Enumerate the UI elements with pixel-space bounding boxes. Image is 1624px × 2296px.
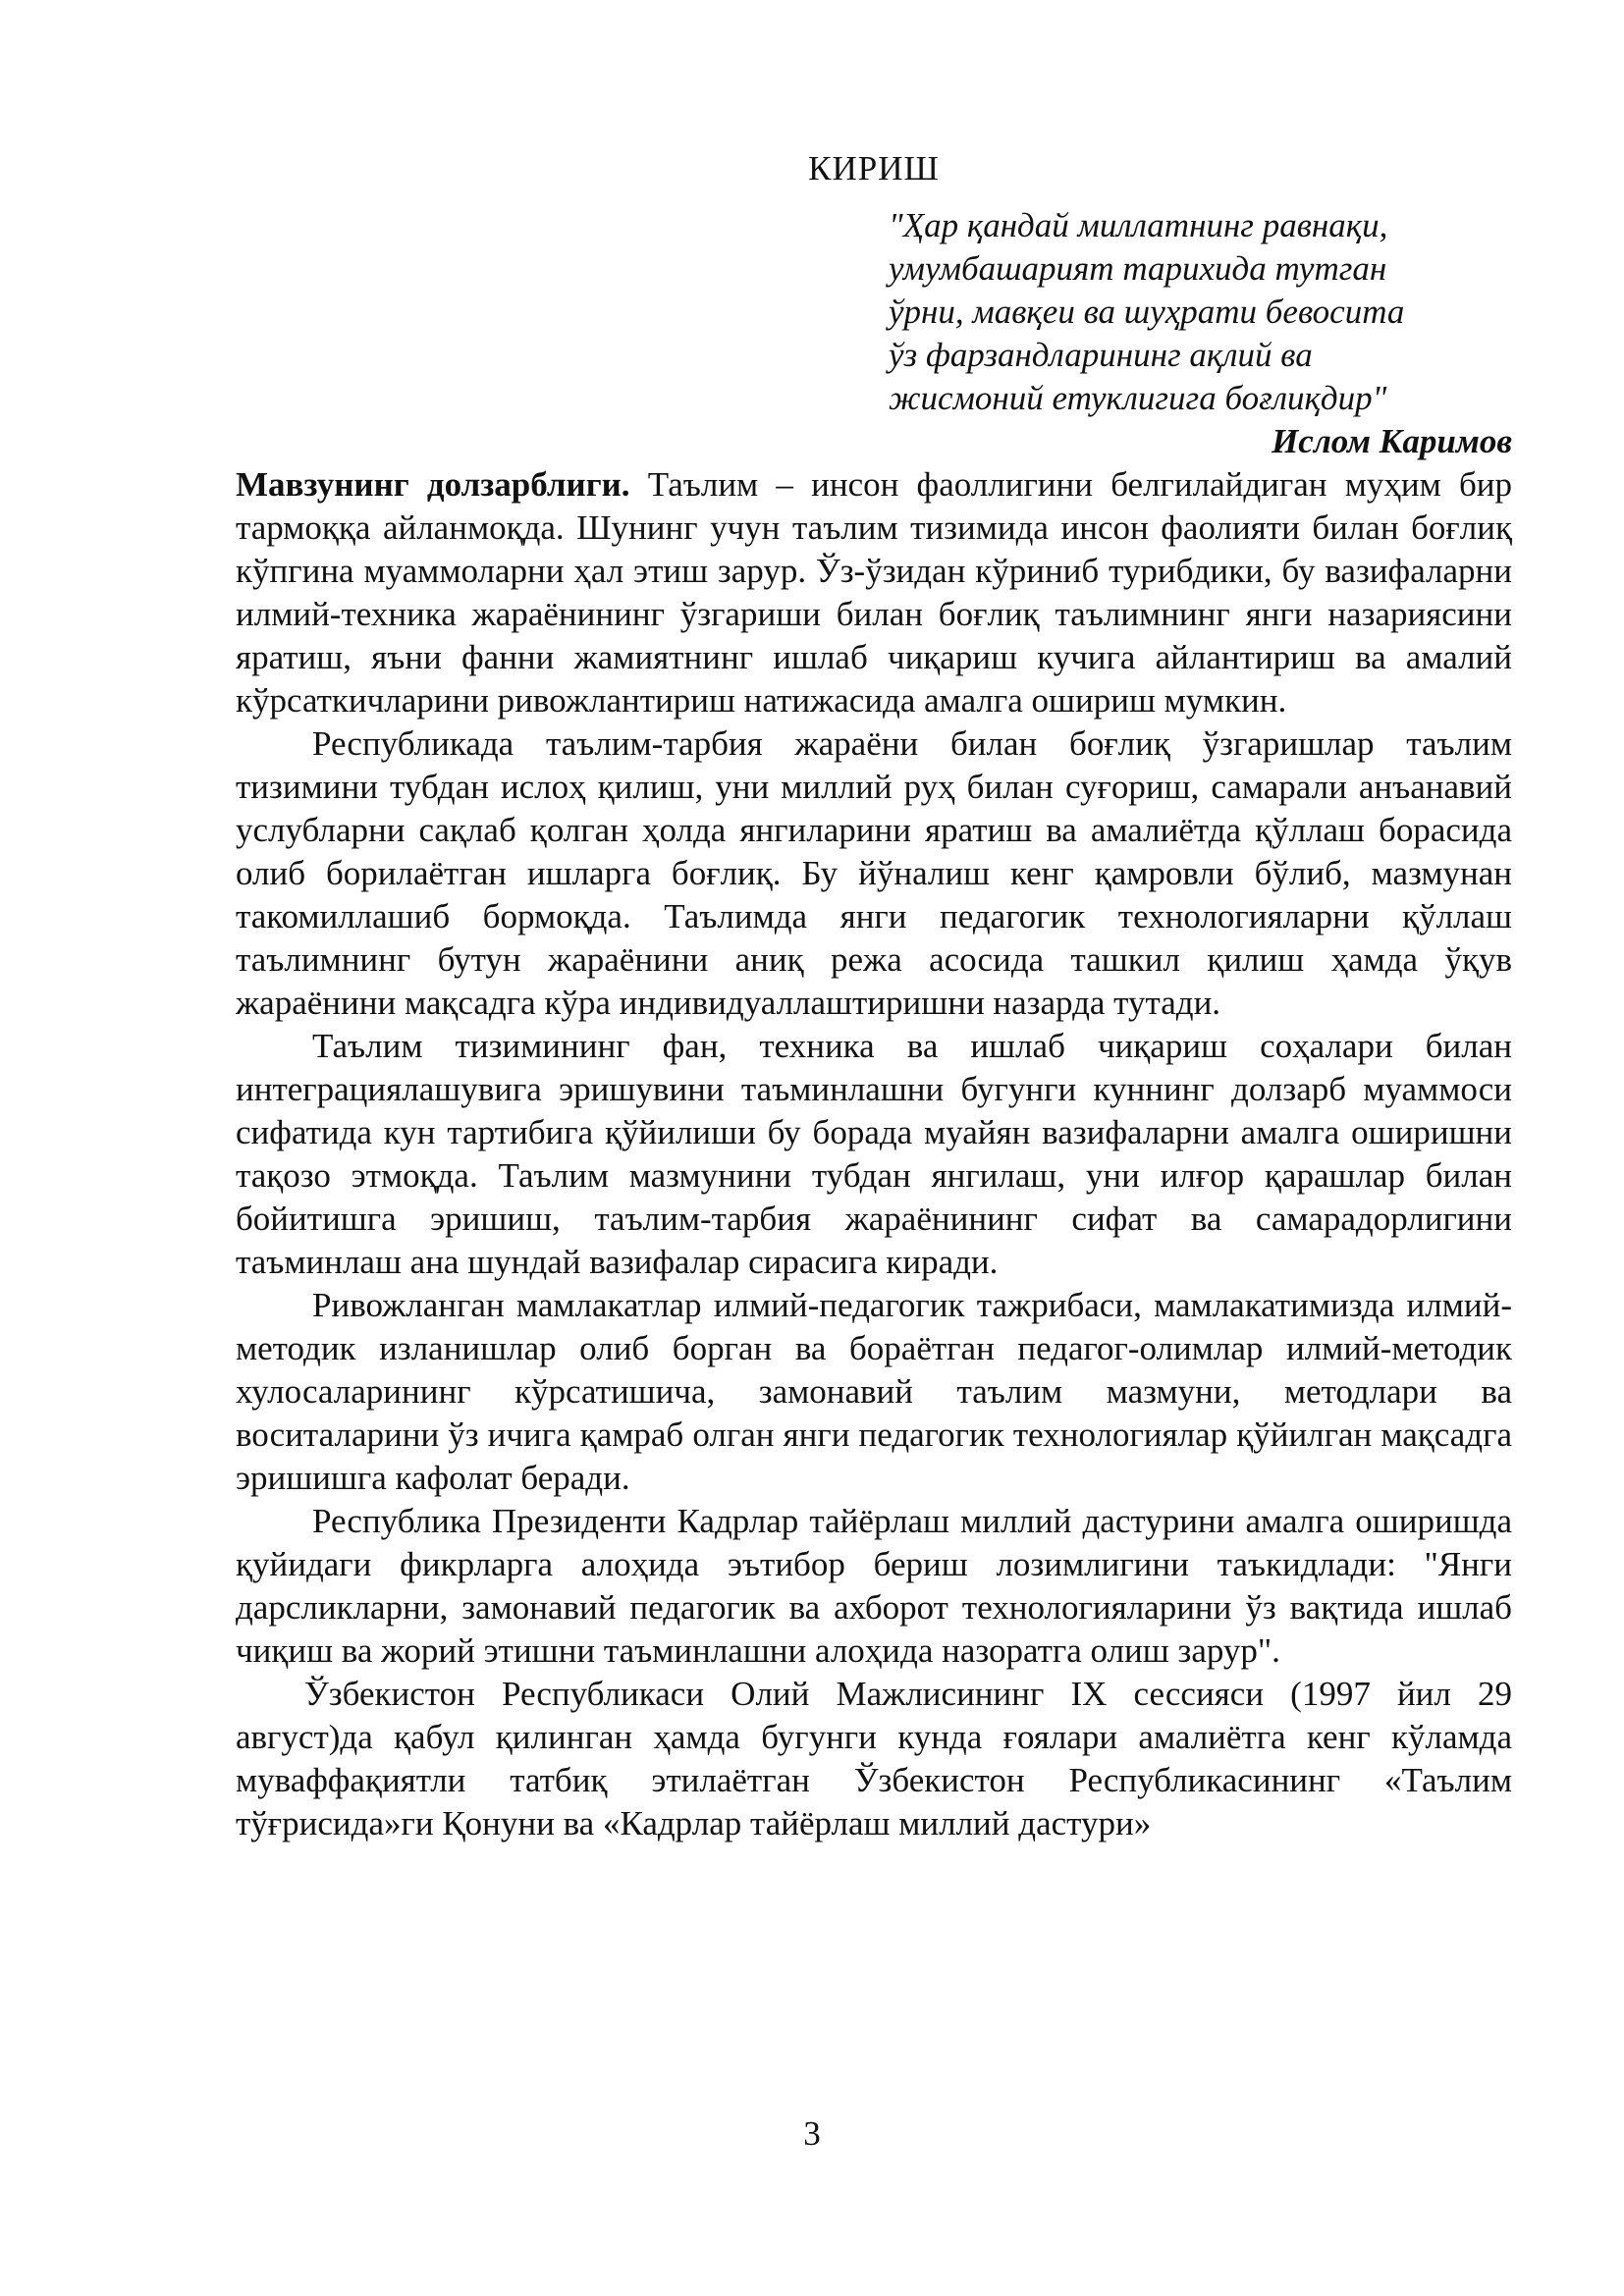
- paragraph-relevance: [236, 463, 1512, 722]
- section-heading: КИРИШ: [808, 149, 940, 187]
- paragraph: Республикада таълим-тарбия жараёни билан боғлиқ ўзгаришлар таълим тизимини тубдан ислоҳ қилиш, уни миллий руҳ билан суғориш, самарали анъанавий услубларни сақлаб қолган ҳолда янгиларини яратиш ва амалиётда қўллаш борасида олиб борилаётган ишларга боғлиқ. Бу йўналиш кенг қамровли бўлиб, мазмунан такомиллашиб бормоқда. Таълимда янги педагогик технологияларни қўллаш таълимнинг бутун жараёнини аниқ режа асосида ташкил қилиш ҳамда ўқув жараёнини мақсадга кўра индивидуаллаштиришни назарда тутади.: [236, 724, 1512, 1022]
- paragraph: Ўзбекистон Республикаси Олий Мажлисининг IX сессияси (1997 йил 29 август)да қабул қилинган ҳамда бугунги кунда ғоялари амалиётга кенг кўламда муваффақиятли татбиқ этилаётган Ўзбекистон Республикасининг «Таълим тўғрисида»ги Қонуни ва «Кадрлар тайёрлаш миллий дастури»: [236, 1675, 1512, 1842]
- epigraph-line: ўз фарзандларининг ақлий ва: [889, 336, 1313, 374]
- paragraph: Таълим тизимининг фан, техника ва ишлаб чиқариш соҳалари билан интеграциялашувига эришувини таъминлашни бугунги куннинг долзарб муаммоси сифатида кун тартибига қўйилиши бу борада муайян вазифаларни амалга оширишни тақозо этмоқда. Таълим мазмунини тубдан янгилаш, уни илғор қарашлар билан бойитишга эришиш, таълим-тарбия жараёнининг сифат ва самарадорлигини таъминлаш ана шундай вазифалар сирасига киради.: [236, 1027, 1512, 1281]
- page-number: 3: [803, 2114, 821, 2153]
- epigraph-line: "Ҳар қандай миллатнинг равнақи,: [889, 206, 1388, 244]
- page-content: [236, 147, 1512, 1845]
- epigraph-author: Ислом Каримов: [1272, 422, 1512, 460]
- epigraph-line: умумбашарият тарихида тутган: [889, 249, 1387, 288]
- paragraph: Республика Президенти Кадрлар тайёрлаш миллий дастурини амалга оширишда қуйидаги фикрларга алоҳида эътибор бериш лозимлигини таъкидлади: "Янги дарсликларни, замонавий педагогик ва ахборот технологияларини ўз вақтида ишлаб чиқиш ва жорий этишни таъминлашни алоҳида назоратга олиш зарур".: [236, 1502, 1512, 1670]
- paragraph: Ривожланган мамлакатлар илмий-педагогик тажрибаси, мамлакатимизда илмий-методик изланишлар олиб борган ва бораётган педагог-олимлар илмий-методик хулосаларининг кўрсатишича, замонавий таълим мазмуни, методлари ва воситаларини ўз ичига қамраб олган янги педагогик технологиялар қўйилган мақсадга эришишга кафолат беради.: [236, 1286, 1512, 1497]
- epigraph-line: ўрни, мавқеи ва шуҳрати бевосита: [889, 293, 1405, 331]
- paragraph-text: Таълим – инсон фаоллигини белгилайдиган муҳим бир тармоққа айланмоқда. Шунинг учун таълим тизимида инсон фаолияти билан боғлиқ кўпгина муаммоларни ҳал этиш зарур. Ўз-ўзидан кўриниб турибдики, бу вазифаларни илмий-техника жараёнининг ўзгариши билан боғлиқ таълимнинг янги назариясини яратиш, яъни фанни жамиятнинг ишлаб чиқариш кучига айлантириш ва амалий кўрсаткичларини ривожлантириш натижасида амалга ошириш мумкин.: [236, 465, 1512, 720]
- epigraph-quote: [889, 204, 1512, 420]
- paragraph-lead: Мавзунинг долзарблиги.: [236, 465, 630, 504]
- epigraph-line: жисмоний етуклигига боғлиқдир": [889, 379, 1387, 417]
